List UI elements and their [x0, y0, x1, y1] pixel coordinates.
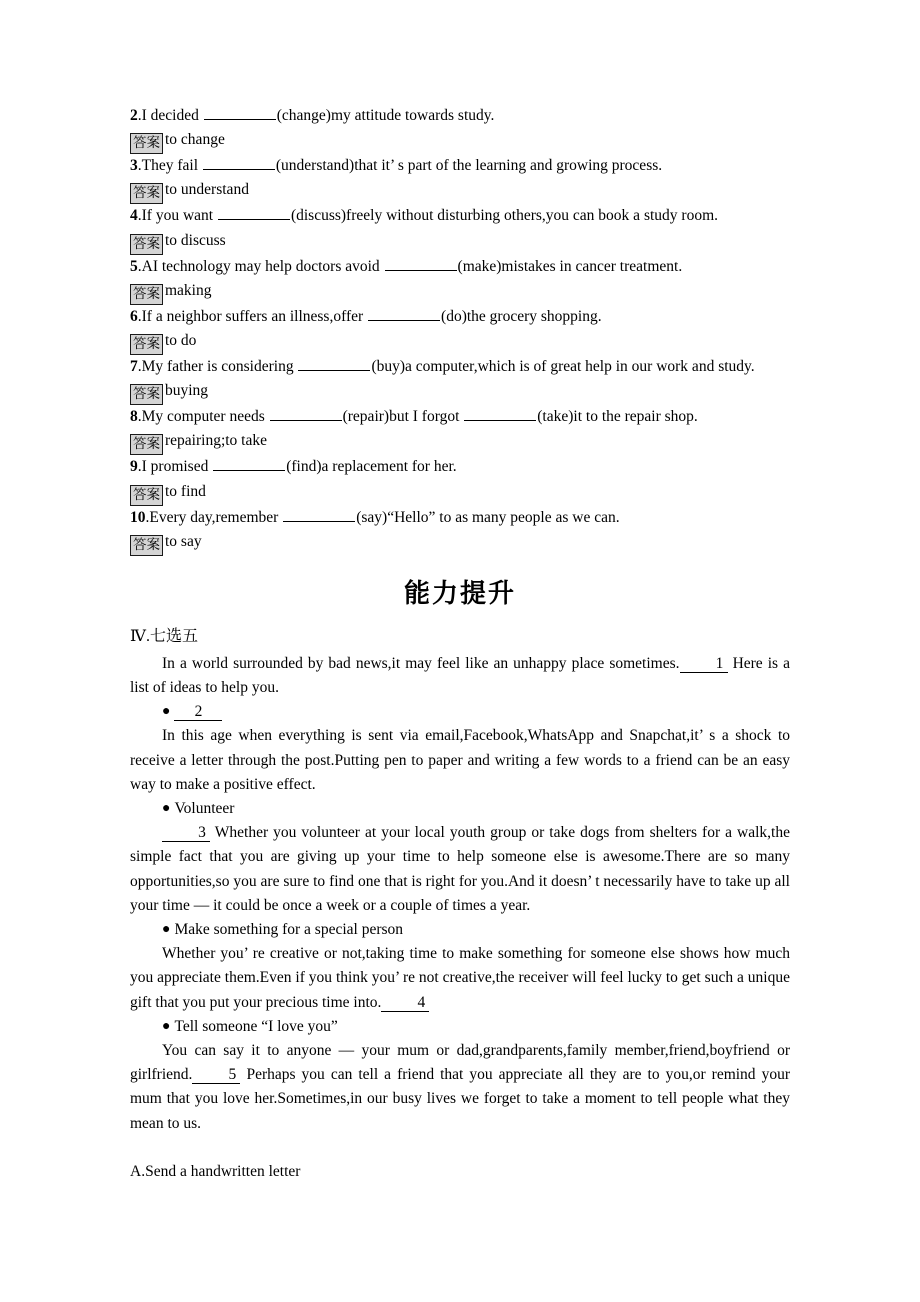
- question-text-before: .My computer needs: [137, 408, 269, 426]
- question-number: 3: [130, 157, 138, 175]
- question-cue: (make)mistakes in cancer treatment.: [457, 257, 683, 275]
- question-item: [130, 204, 790, 228]
- answer-text: to change: [165, 131, 225, 149]
- answer-badge: 答案: [130, 535, 163, 556]
- question-text-before: .My father is considering: [137, 358, 298, 376]
- part-heading: Ⅳ.七选五: [130, 627, 198, 645]
- answer-badge: 答案: [130, 384, 163, 405]
- answer-text: to say: [165, 532, 202, 550]
- passage-bullet-volunteer: [130, 797, 790, 821]
- answer-badge: 答案: [130, 133, 163, 154]
- question-item: [130, 405, 790, 429]
- question-item: [130, 355, 790, 379]
- answer-row: [130, 229, 790, 255]
- passage-blank-1: 1: [680, 655, 728, 673]
- option-a: A.Send a handwritten letter: [130, 1162, 301, 1180]
- answer-row: [130, 279, 790, 305]
- question-item: [130, 506, 790, 530]
- question-text-before: .If you want: [137, 207, 217, 225]
- page-content: [130, 104, 790, 1184]
- answer-blank-second: [464, 405, 536, 421]
- answer-badge: 答案: [130, 183, 163, 204]
- bullet-dot-icon: ●: [162, 1018, 171, 1034]
- passage-blank-4: 4: [381, 994, 429, 1012]
- question-cue: (say)“Hello” to as many people as we can.: [356, 508, 620, 526]
- answer-text: to find: [165, 482, 206, 500]
- intro-text-after: Here is a list of ideas to help you.: [130, 654, 790, 697]
- question-number: 6: [130, 307, 138, 325]
- answer-badge: 答案: [130, 234, 163, 255]
- bullet-dot-icon: ●: [162, 704, 171, 720]
- question-text-before: .I promised: [137, 458, 213, 476]
- answer-row: [130, 379, 790, 405]
- paragraph-2-text: Whether you volunteer at your local youth group or take dogs from shelters for a walk,the simple fact that you are giving up your time to help someone else is awesome.There are so many opportunities,so you are sure to find one that is right for you.And it doesn’ t necessarily have to take up all your time — it could be once a week or a couple of times a year.: [130, 824, 790, 914]
- answer-blank: [270, 405, 342, 421]
- answer-blank: [385, 255, 457, 271]
- answer-blank: [218, 204, 290, 220]
- answer-blank: [283, 506, 355, 522]
- answer-badge: 答案: [130, 485, 163, 506]
- passage-blank-5: 5: [192, 1066, 240, 1084]
- question-item: [130, 255, 790, 279]
- question-item: [130, 305, 790, 329]
- question-number: 10: [130, 508, 146, 526]
- question-text-before: .They fail: [137, 157, 202, 175]
- answer-blank: [298, 355, 370, 371]
- question-item: [130, 154, 790, 178]
- question-text-before: .If a neighbor suffers an illness,offer: [137, 307, 368, 325]
- answer-row: [130, 178, 790, 204]
- bullet-dot-icon: ●: [162, 801, 171, 817]
- answer-row: [130, 530, 790, 556]
- question-text-before: .I decided: [137, 107, 203, 124]
- question-number: 7: [130, 358, 138, 376]
- answer-row: [130, 128, 790, 154]
- paragraph-3-text: Whether you’ re creative or not,taking time to make something for someone else shows how much you appreciate them.Even if you think you’ re not creative,the receiver will feel lucky to get such a unique gift that you put your precious time into.: [130, 945, 790, 1011]
- question-text-before: .AI technology may help doctors avoid: [137, 257, 384, 275]
- answer-blank: [213, 455, 285, 471]
- paragraph-4-text-before: You can say it to anyone — your mum or dad,grandparents,family member,friend,boyfriend or girlfriend.: [130, 1042, 790, 1084]
- answer-badge: 答案: [130, 284, 163, 305]
- bullet-label: Make something for a special person: [174, 921, 404, 939]
- answer-text: buying: [165, 382, 209, 400]
- section-heading: 能力提升: [403, 578, 516, 609]
- question-cue: (repair)but I forgot: [342, 408, 464, 426]
- answer-text: to do: [165, 332, 197, 350]
- question-cue: (do)the grocery shopping.: [441, 307, 602, 325]
- answer-text: making: [165, 281, 212, 299]
- question-number: 5: [130, 257, 138, 275]
- question-cue: (find)a replacement for her.: [286, 458, 457, 476]
- passage-blank-2: 2: [174, 703, 222, 721]
- bullet-label: Volunteer: [174, 800, 235, 818]
- passage-bullet-blank: [130, 700, 790, 724]
- question-cue: (understand)that it’ s part of the learning and growing process.: [275, 157, 663, 175]
- spacer: [130, 1136, 790, 1160]
- question-item: [130, 455, 790, 479]
- question-number: 2: [130, 107, 138, 124]
- bullet-label: Tell someone “I love you”: [174, 1017, 338, 1035]
- answer-text: repairing;to take: [165, 432, 267, 450]
- question-item: [130, 104, 790, 128]
- answer-text: to understand: [165, 181, 249, 199]
- passage-paragraph-2: [130, 821, 790, 918]
- answer-badge: 答案: [130, 334, 163, 355]
- answer-blank: [203, 154, 275, 170]
- bullet-dot-icon: ●: [162, 922, 171, 938]
- question-cue: (discuss)freely without disturbing others,you can book a study room.: [290, 207, 718, 225]
- passage-blank-3: 3: [162, 824, 210, 842]
- question-number: 9: [130, 458, 138, 476]
- passage-paragraph-1: In this age when everything is sent via email,Facebook,WhatsApp and Snapchat,it’ s a shock to receive a letter through the post.Putting pen to paper and writing a few words to a friend can be an easy way to make a positive effect.: [130, 727, 790, 793]
- question-number: 4: [130, 207, 138, 225]
- answer-blank: [368, 305, 440, 321]
- passage-bullet-tell-someone: [130, 1015, 790, 1039]
- question-cue-second: (take)it to the repair shop.: [537, 408, 698, 426]
- paragraph-4-text-after: Perhaps you can tell a friend that you appreciate all they are to you,or remind your mum that you love her.Sometimes,in our busy lives we forget to take a moment to tell people what they mean to us.: [130, 1066, 790, 1132]
- answer-row: [130, 429, 790, 455]
- answer-row: [130, 329, 790, 355]
- passage-paragraph-4: [130, 1039, 790, 1136]
- question-cue: (buy)a computer,which is of great help in our work and study.: [371, 358, 755, 376]
- answer-text: to discuss: [165, 231, 226, 249]
- question-text-before: .Every day,remember: [145, 508, 283, 526]
- question-cue: (change)my attitude towards study.: [276, 107, 495, 124]
- passage-bullet-make-something: [130, 918, 790, 942]
- answer-row: [130, 480, 790, 506]
- question-number: 8: [130, 408, 138, 426]
- intro-text-before: In a world surrounded by bad news,it may feel like an unhappy place sometimes.: [162, 654, 680, 672]
- answer-blank: [204, 104, 276, 120]
- answer-badge: 答案: [130, 434, 163, 455]
- passage-intro: [130, 652, 790, 700]
- passage-paragraph-3: [130, 942, 790, 1015]
